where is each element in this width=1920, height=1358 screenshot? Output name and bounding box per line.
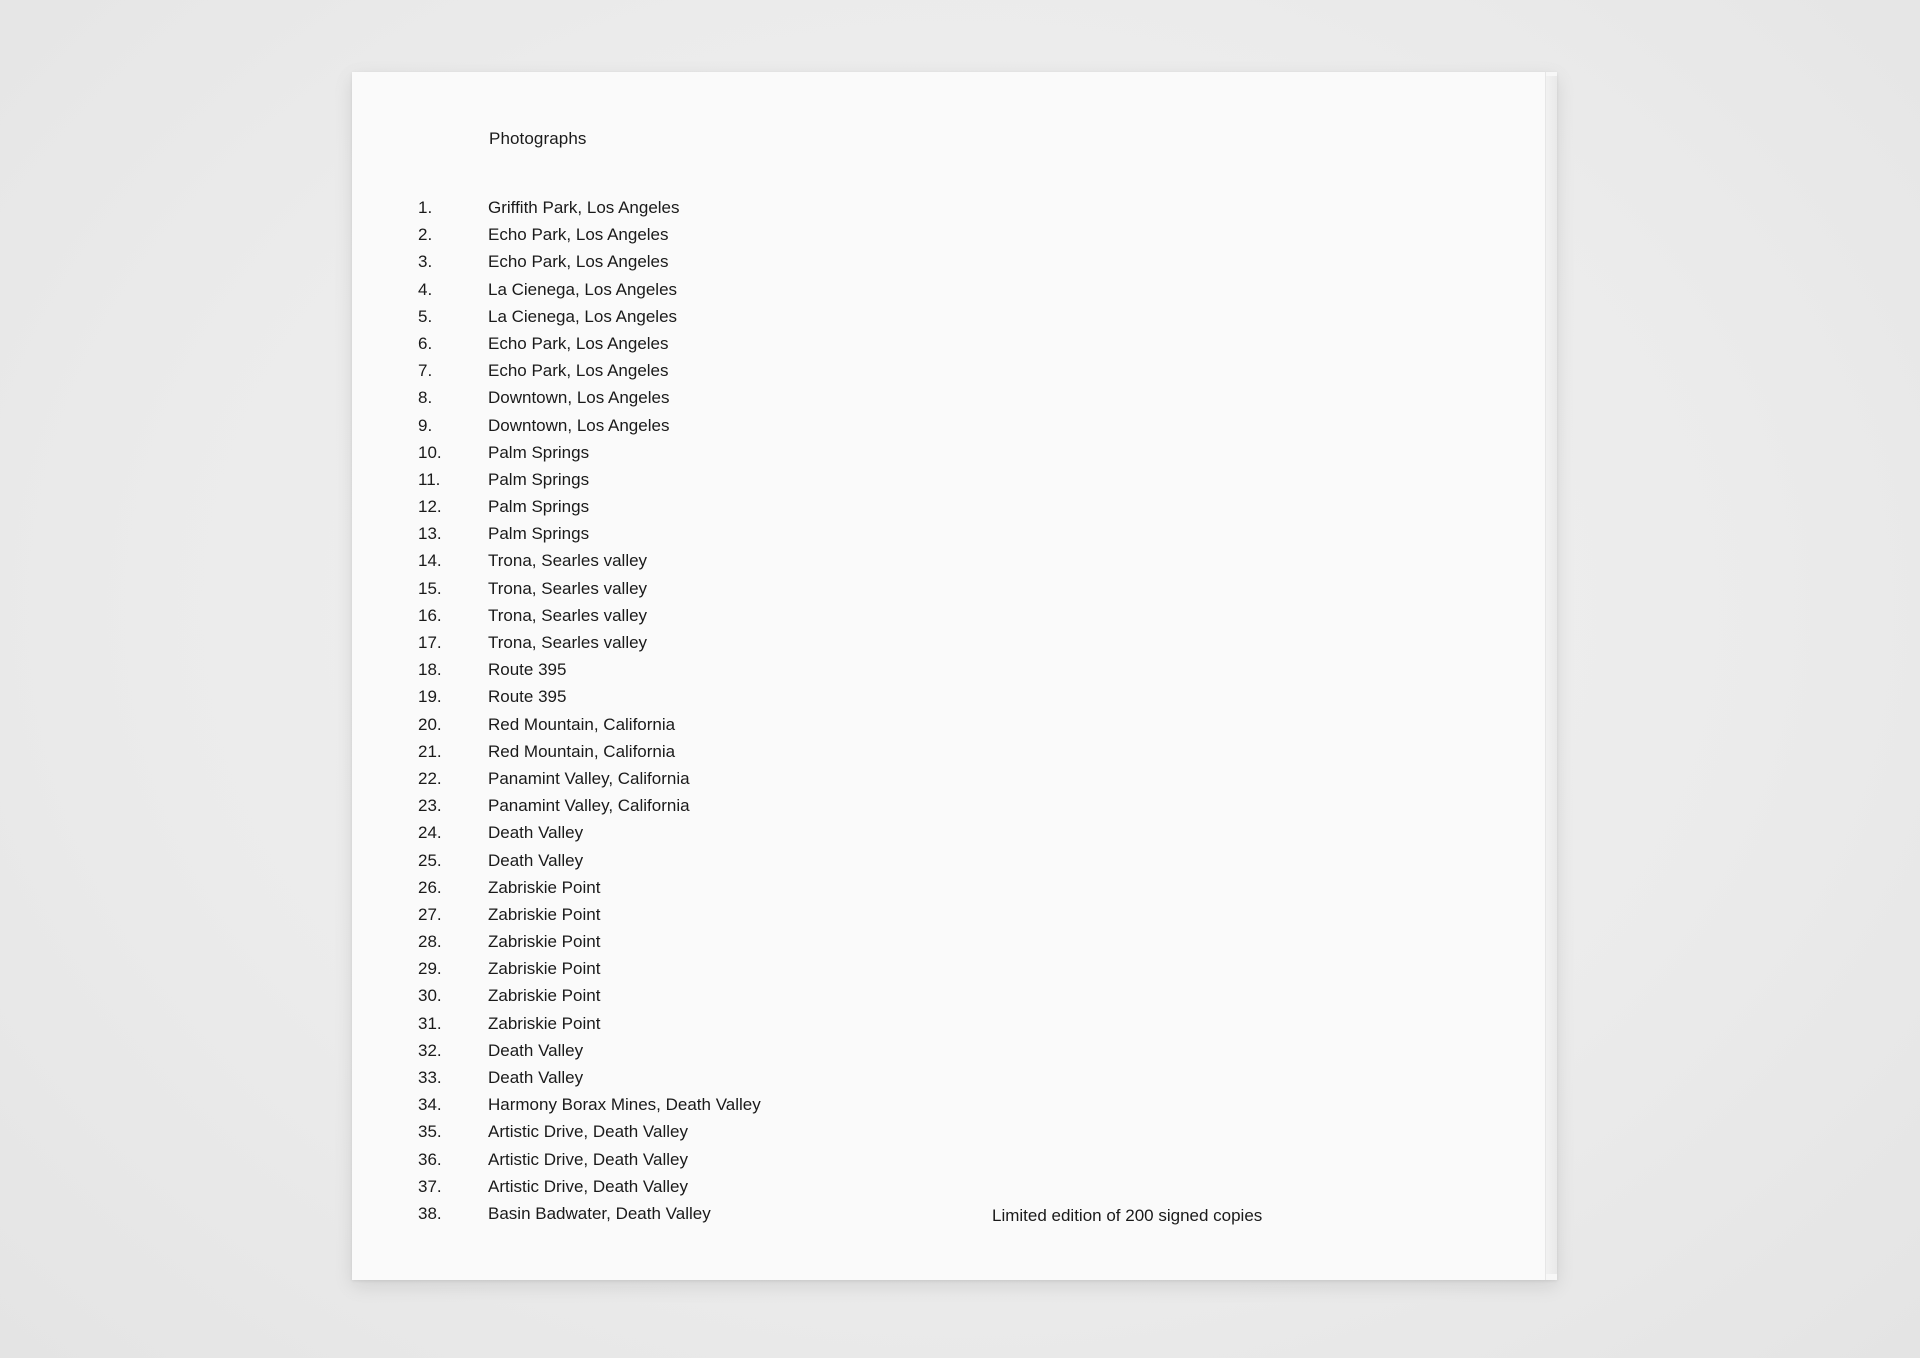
item-location: Red Mountain, California — [488, 741, 676, 761]
item-number: 11. — [418, 469, 441, 489]
item-location: Palm Springs — [488, 442, 590, 462]
book-page — [352, 72, 1546, 1280]
item-number: 27. — [418, 904, 442, 924]
item-location: Downtown, Los Angeles — [488, 388, 670, 408]
item-number: 25. — [418, 850, 442, 870]
item-number: 8. — [418, 388, 433, 408]
item-location: Basin Badwater, Death Valley — [488, 1203, 711, 1223]
item-number: 22. — [418, 768, 442, 788]
item-location: Trona, Searles valley — [488, 605, 648, 625]
list-item — [418, 547, 761, 574]
list-item — [418, 221, 761, 248]
list-item — [418, 874, 761, 901]
list-item — [418, 412, 761, 439]
item-location: La Cienega, Los Angeles — [488, 279, 678, 299]
list-item — [418, 738, 761, 765]
item-number: 31. — [418, 1013, 442, 1033]
item-location: Artistic Drive, Death Valley — [488, 1122, 688, 1142]
item-location: Palm Springs — [488, 497, 590, 517]
item-number: 4. — [418, 279, 433, 299]
item-number: 21. — [418, 741, 442, 761]
item-number: 36. — [418, 1149, 442, 1169]
list-item — [418, 357, 761, 384]
item-location: Griffith Park, Los Angeles — [488, 198, 680, 217]
photograph-list — [418, 194, 761, 1227]
list-item — [418, 683, 761, 710]
item-number: 16. — [418, 605, 442, 625]
item-location: Zabriskie Point — [488, 932, 601, 952]
item-location: Artistic Drive, Death Valley — [488, 1176, 688, 1196]
list-item — [418, 248, 761, 275]
item-number: 37. — [418, 1176, 442, 1196]
page-heading: Photographs — [489, 129, 587, 148]
item-location: Death Valley — [488, 850, 584, 870]
item-location: Palm Springs — [488, 524, 590, 544]
list-item — [418, 901, 761, 928]
list-item — [418, 982, 761, 1009]
item-number: 17. — [418, 633, 442, 652]
item-number: 5. — [418, 306, 433, 326]
item-location: Artistic Drive, Death Valley — [488, 1149, 688, 1169]
item-location: Panamint Valley, California — [488, 796, 690, 816]
item-location: Route 395 — [488, 687, 567, 707]
item-number: 3. — [418, 252, 433, 272]
list-item — [418, 330, 761, 357]
list-item — [418, 955, 761, 982]
item-number: 9. — [418, 415, 433, 435]
item-location: Echo Park, Los Angeles — [488, 361, 669, 381]
item-number: 33. — [418, 1068, 442, 1087]
list-item — [418, 928, 761, 955]
item-number: 38. — [418, 1203, 442, 1223]
list-item — [418, 466, 761, 493]
item-location: Echo Park, Los Angeles — [488, 225, 669, 245]
list-item — [418, 194, 761, 221]
list-item — [418, 1200, 761, 1227]
item-number: 24. — [418, 823, 442, 843]
item-number: 23. — [418, 796, 442, 816]
list-item — [418, 1064, 761, 1091]
list-item — [418, 765, 761, 792]
list-item — [418, 656, 761, 683]
list-item — [418, 792, 761, 819]
item-number: 30. — [418, 986, 442, 1006]
item-number: 12. — [418, 497, 442, 517]
edition-note: Limited edition of 200 signed copies — [992, 1206, 1263, 1225]
item-location: Red Mountain, California — [488, 714, 676, 734]
item-location: Zabriskie Point — [488, 1013, 601, 1033]
list-item — [418, 276, 761, 303]
list-item — [418, 847, 761, 874]
book — [352, 72, 1557, 1280]
item-location: Downtown, Los Angeles — [488, 415, 670, 435]
item-number: 2. — [418, 225, 433, 245]
item-location: Harmony Borax Mines, Death Valley — [488, 1095, 761, 1115]
item-location: Death Valley — [488, 823, 584, 843]
item-number: 34. — [418, 1095, 442, 1115]
item-location: Zabriskie Point — [488, 904, 601, 924]
item-location: Zabriskie Point — [488, 959, 601, 979]
item-location: Trona, Searles valley — [488, 578, 648, 598]
item-location: Death Valley — [488, 1068, 584, 1087]
item-number: 13. — [418, 524, 442, 544]
item-number: 18. — [418, 660, 442, 680]
list-item — [418, 520, 761, 547]
item-location: Death Valley — [488, 1040, 584, 1060]
item-number: 10. — [418, 442, 442, 462]
list-item — [418, 711, 761, 738]
item-number: 7. — [418, 361, 433, 381]
item-number: 32. — [418, 1040, 442, 1060]
item-number: 28. — [418, 932, 442, 952]
list-item — [418, 1037, 761, 1064]
list-item — [418, 1146, 761, 1173]
item-location: Zabriskie Point — [488, 877, 601, 897]
item-location: Trona, Searles valley — [488, 551, 648, 571]
list-item — [418, 493, 761, 520]
item-number: 15. — [418, 578, 442, 598]
item-location: La Cienega, Los Angeles — [488, 306, 678, 326]
list-item — [418, 384, 761, 411]
item-number: 35. — [418, 1122, 442, 1142]
list-item — [418, 1091, 761, 1118]
item-location: Trona, Searles valley — [488, 633, 648, 652]
list-item — [418, 819, 761, 846]
item-location: Echo Park, Los Angeles — [488, 252, 669, 272]
list-item — [418, 629, 761, 656]
item-number: 1. — [418, 198, 433, 217]
list-item — [418, 1010, 761, 1037]
item-location: Route 395 — [488, 660, 567, 680]
list-item — [418, 1173, 761, 1200]
item-number: 29. — [418, 959, 442, 979]
list-item — [418, 439, 761, 466]
item-number: 6. — [418, 333, 433, 353]
item-location: Echo Park, Los Angeles — [488, 333, 669, 353]
item-location: Zabriskie Point — [488, 986, 601, 1006]
item-number: 14. — [418, 551, 442, 571]
item-number: 26. — [418, 877, 442, 897]
item-location: Panamint Valley, California — [488, 768, 690, 788]
list-item — [418, 602, 761, 629]
item-number: 20. — [418, 714, 442, 734]
item-location: Palm Springs — [488, 469, 590, 489]
item-number: 19. — [418, 687, 442, 707]
list-item — [418, 303, 761, 330]
list-item — [418, 1118, 761, 1145]
list-item — [418, 575, 761, 602]
